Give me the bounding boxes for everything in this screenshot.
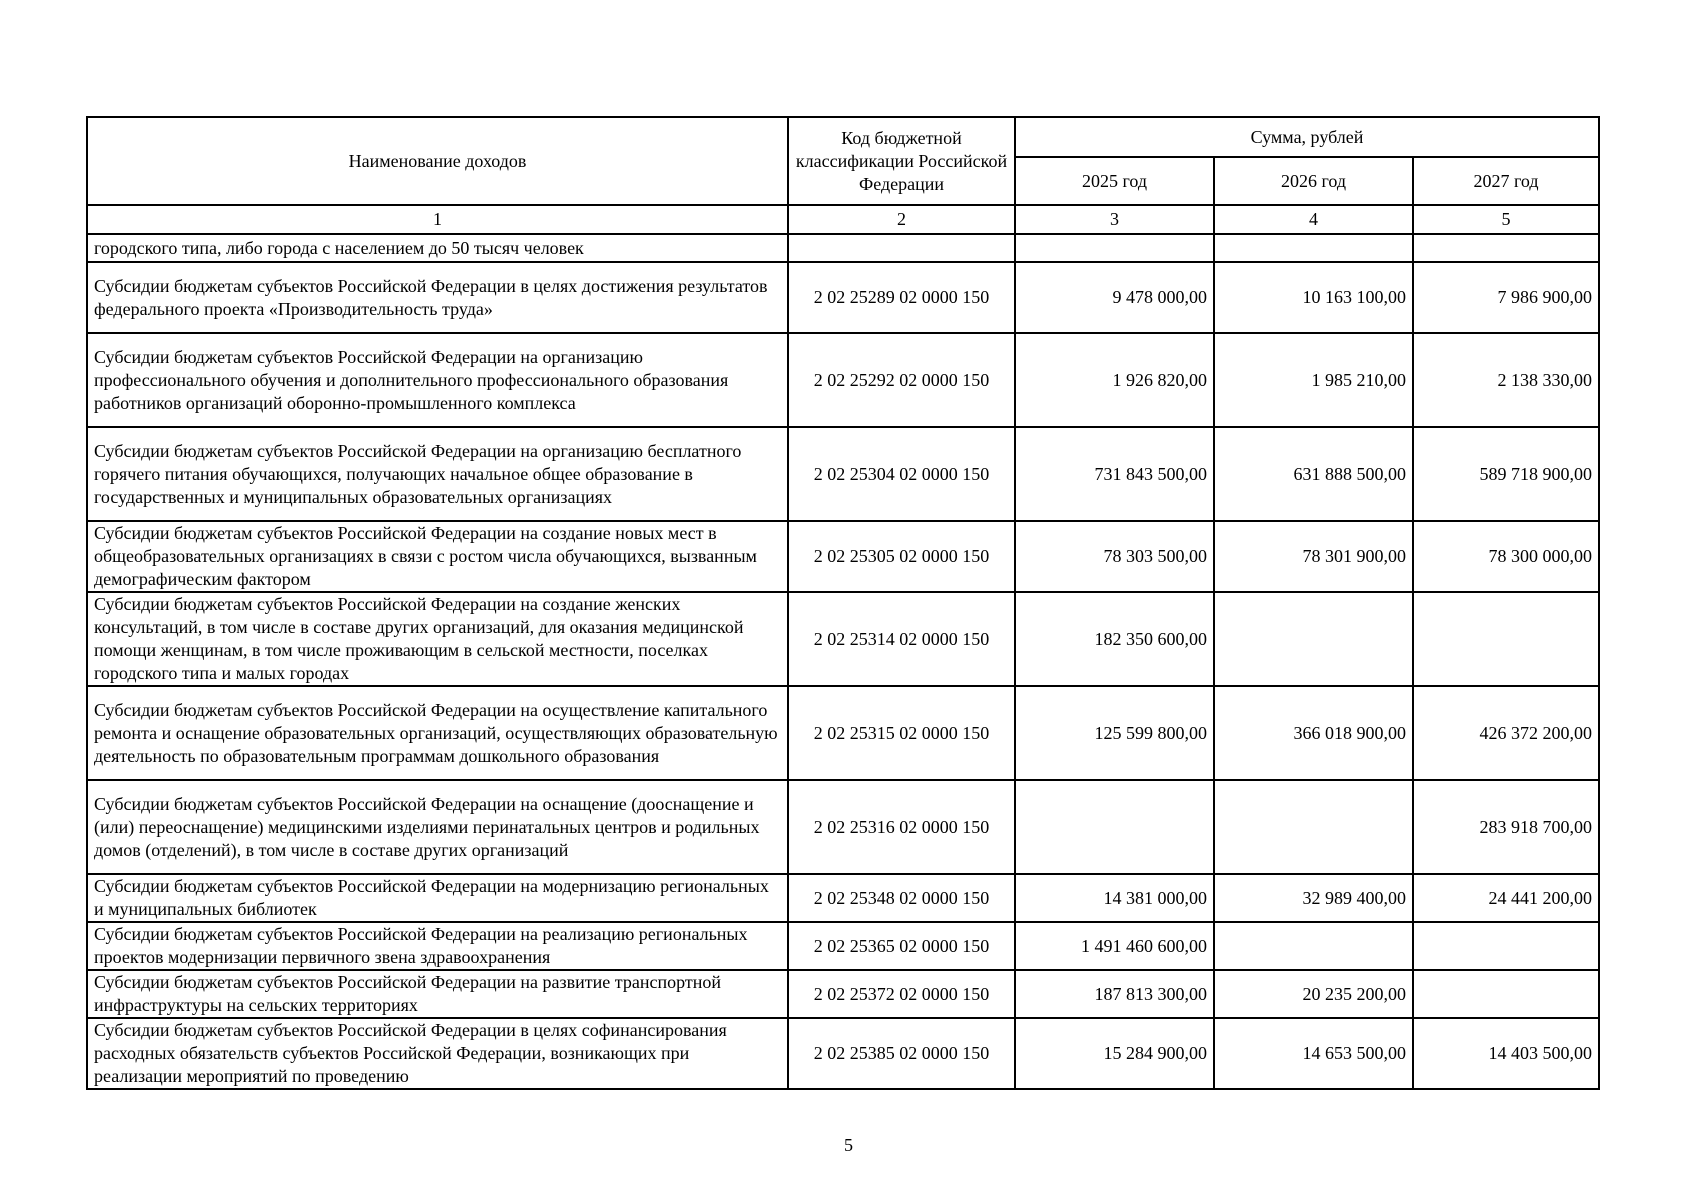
budget-code-cell: 2 02 25316 02 0000 150 [788,780,1015,874]
amount-2025-cell: 1 926 820,00 [1015,333,1214,427]
amount-2027-cell [1413,922,1599,970]
column-index: 2 [788,205,1015,234]
table-row [87,874,1599,922]
budget-code-cell: 2 02 25348 02 0000 150 [788,874,1015,922]
table-row [87,686,1599,780]
amount-2027-cell [1413,970,1599,1018]
table-row [87,234,1599,262]
amount-2026-cell [1214,780,1413,874]
budget-code-cell: 2 02 25385 02 0000 150 [788,1018,1015,1089]
amount-2027-cell: 283 918 700,00 [1413,780,1599,874]
budget-code-cell: 2 02 25292 02 0000 150 [788,333,1015,427]
table-row [87,780,1599,874]
income-name-cell: Субсидии бюджетам субъектов Российской Федерации на организацию профессионального обучения и дополнительного профессионального образования работников организаций оборонно-промышленного комплекса [87,333,788,427]
table-row [87,922,1599,970]
amount-2027-cell: 426 372 200,00 [1413,686,1599,780]
amount-2025-cell: 14 381 000,00 [1015,874,1214,922]
amount-2025-cell: 187 813 300,00 [1015,970,1214,1018]
budget-code-cell: 2 02 25289 02 0000 150 [788,262,1015,333]
amount-2026-cell: 14 653 500,00 [1214,1018,1413,1089]
header-year-2025: 2025 год [1015,157,1214,205]
budget-code-cell: 2 02 25304 02 0000 150 [788,427,1015,521]
income-name-cell: Субсидии бюджетам субъектов Российской Федерации на развитие транспортной инфраструктуры на сельских территориях [87,970,788,1018]
income-name-cell: Субсидии бюджетам субъектов Российской Федерации на осуществление капитального ремонта и оснащение образовательных организаций, осуществляющих образовательную деятельность по образовательным программам дошкольного образования [87,686,788,780]
column-index: 4 [1214,205,1413,234]
table-row [87,592,1599,686]
income-name-cell: Субсидии бюджетам субъектов Российской Федерации на модернизацию региональных и муниципальных библиотек [87,874,788,922]
amount-2025-cell [1015,780,1214,874]
amount-2026-cell: 20 235 200,00 [1214,970,1413,1018]
amount-2026-cell: 32 989 400,00 [1214,874,1413,922]
amount-2026-cell [1214,922,1413,970]
amount-2026-cell [1214,592,1413,686]
amount-2027-cell [1413,234,1599,262]
amount-2027-cell: 14 403 500,00 [1413,1018,1599,1089]
header-sum: Сумма, рублей [1015,117,1599,157]
amount-2025-cell: 15 284 900,00 [1015,1018,1214,1089]
amount-2025-cell: 731 843 500,00 [1015,427,1214,521]
amount-2026-cell: 366 018 900,00 [1214,686,1413,780]
budget-code-cell [788,234,1015,262]
budget-code-cell: 2 02 25305 02 0000 150 [788,521,1015,592]
income-name-cell: Субсидии бюджетам субъектов Российской Федерации на оснащение (дооснащение и (или) переоснащение) медицинскими изделиями перинатальных центров и родильных домов (отделений), в том числе в составе других организаций [87,780,788,874]
amount-2025-cell: 125 599 800,00 [1015,686,1214,780]
amount-2026-cell: 10 163 100,00 [1214,262,1413,333]
table-row [87,427,1599,521]
income-name-cell: Субсидии бюджетам субъектов Российской Федерации в целях достижения результатов федерального проекта «Производительность труда» [87,262,788,333]
income-name-cell: Субсидии бюджетам субъектов Российской Федерации на создание новых мест в общеобразовательных организациях в связи с ростом числа обучающихся, вызванным демографическим фактором [87,521,788,592]
header-budget-code: Код бюджетной классификации Российской Федерации [788,117,1015,205]
amount-2025-cell [1015,234,1214,262]
income-name-cell: Субсидии бюджетам субъектов Российской Федерации на организацию бесплатного горячего питания обучающихся, получающих начальное общее образование в государственных и муниципальных образовательных организациях [87,427,788,521]
budget-code-cell: 2 02 25365 02 0000 150 [788,922,1015,970]
income-name-cell: Субсидии бюджетам субъектов Российской Федерации на создание женских консультаций, в том числе в составе других организаций, для оказания медицинской помощи женщинам, в том числе проживающим в сельской местности, поселках городского типа и малых городах [87,592,788,686]
column-index: 3 [1015,205,1214,234]
column-index: 5 [1413,205,1599,234]
amount-2025-cell: 9 478 000,00 [1015,262,1214,333]
header-year-2026: 2026 год [1214,157,1413,205]
table-row [87,970,1599,1018]
amount-2027-cell [1413,592,1599,686]
budget-code-cell: 2 02 25314 02 0000 150 [788,592,1015,686]
header-year-2027: 2027 год [1413,157,1599,205]
budget-code-cell: 2 02 25315 02 0000 150 [788,686,1015,780]
page-number: 5 [844,1135,853,1155]
column-index: 1 [87,205,788,234]
revenue-table [86,116,1600,1090]
amount-2026-cell: 631 888 500,00 [1214,427,1413,521]
amount-2027-cell: 24 441 200,00 [1413,874,1599,922]
table-row [87,262,1599,333]
budget-code-cell: 2 02 25372 02 0000 150 [788,970,1015,1018]
amount-2025-cell: 78 303 500,00 [1015,521,1214,592]
table-row [87,1018,1599,1089]
amount-2026-cell [1214,234,1413,262]
amount-2027-cell: 589 718 900,00 [1413,427,1599,521]
table-row [87,521,1599,592]
amount-2027-cell: 78 300 000,00 [1413,521,1599,592]
amount-2027-cell: 7 986 900,00 [1413,262,1599,333]
income-name-cell: Субсидии бюджетам субъектов Российской Федерации на реализацию региональных проектов модернизации первичного звена здравоохранения [87,922,788,970]
amount-2025-cell: 182 350 600,00 [1015,592,1214,686]
column-index-row [87,205,1599,234]
header-income-name: Наименование доходов [87,117,788,205]
amount-2026-cell: 78 301 900,00 [1214,521,1413,592]
table-row [87,333,1599,427]
amount-2027-cell: 2 138 330,00 [1413,333,1599,427]
income-name-cell: Субсидии бюджетам субъектов Российской Федерации в целях софинансирования расходных обязательств субъектов Российской Федерации, возникающих при реализации мероприятий по проведению [87,1018,788,1089]
amount-2026-cell: 1 985 210,00 [1214,333,1413,427]
amount-2025-cell: 1 491 460 600,00 [1015,922,1214,970]
income-name-cell: городского типа, либо города с населением до 50 тысяч человек [87,234,788,262]
